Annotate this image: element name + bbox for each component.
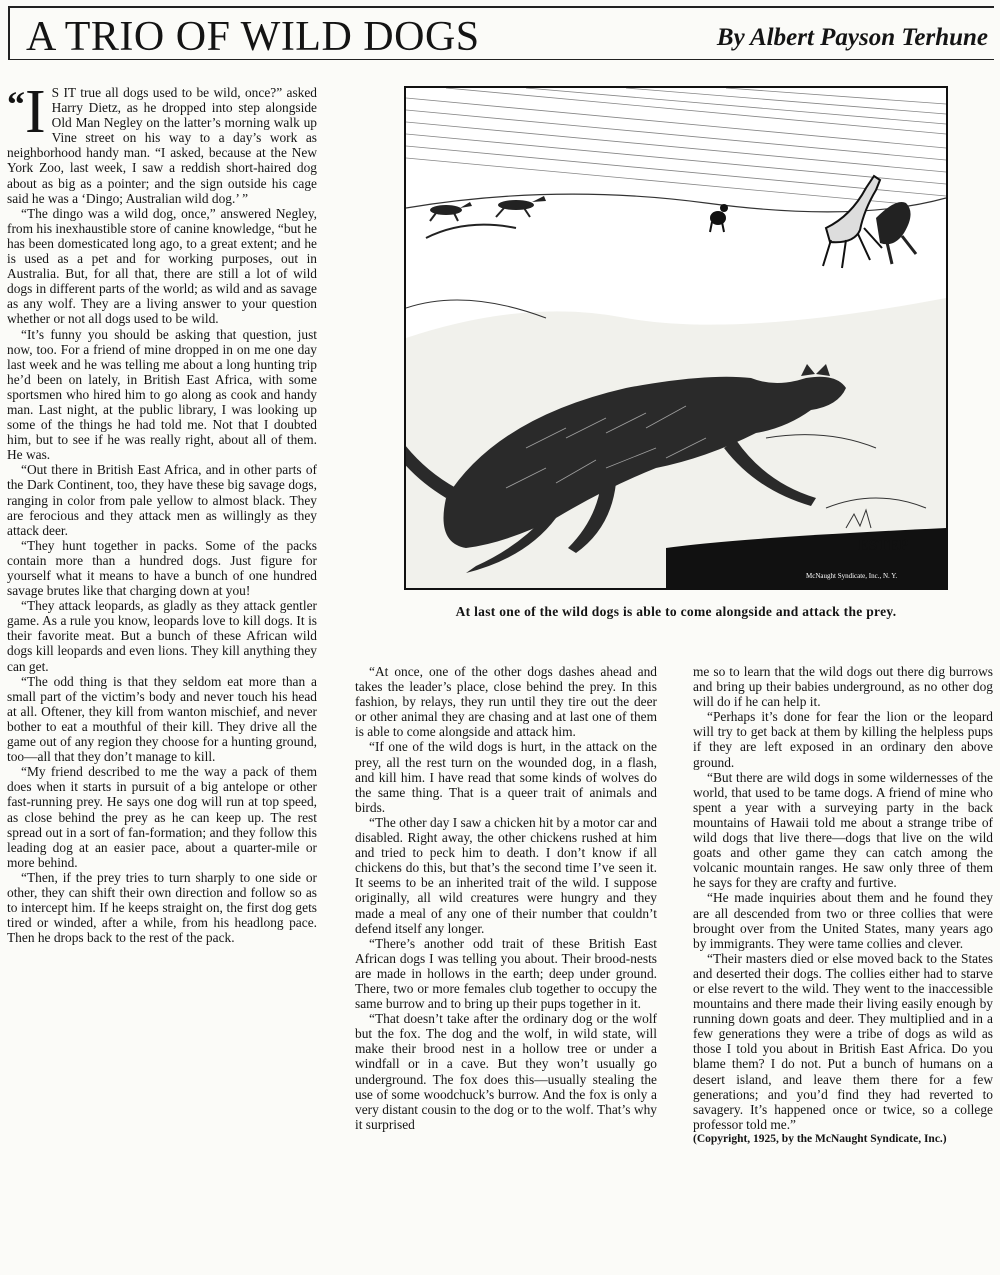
illustration-drawing — [406, 88, 946, 588]
paragraph: “My friend described to me the way a pack of them does when it starts in pursuit of a big antelope or other fast-running prey. He says one dog will run at top speed, as close behind the prey as he can keep up. The rest spread out in a sort of fan-formation; and they follow this leading dog at an easier pace, about a quarter-mile or more behind. — [7, 764, 317, 870]
paragraph: “Out there in British East Africa, and in other parts of the Dark Continent, too, they have these big savage dogs, ranging in color from pale yellow to almost black. They are ferocious and they attack men as willingly as they attack deer. — [7, 462, 317, 538]
paragraph: “Perhaps it’s done for fear the lion or the leopard will try to get back at them by killing the helpless pups if they are left exposed in an ordinary den above ground. — [693, 709, 993, 770]
attacking-dog — [876, 202, 916, 264]
distant-dog-1 — [430, 202, 472, 221]
paragraph: “He made inquiries about them and he found they are all descended from two or three collies that were brought over from the United States, many years ago by immigrants. They were tame collies and clever. — [693, 890, 993, 951]
article-column-1 — [7, 78, 317, 946]
artist-signature: ESTEP — [858, 537, 909, 554]
paragraph: “They hunt together in packs. Some of the packs contain more than a hundred dogs. Just figure for yourself what it means to have a bunch of one hundred savage brutes like that charging down at you! — [7, 537, 317, 599]
paragraph: “There’s another odd trait of these British East African dogs I was telling you about. Their brood-nests are made in hollows in the earth; deep under ground. There, two or more females club together to occupy the same burrow and to bring up their pups together in it. — [355, 935, 657, 1012]
article-title: A TRIO OF WILD DOGS — [26, 14, 480, 60]
paragraph: “The odd thing is that they seldom eat more than a small part of the victim’s body and never touch his head at all. Oftener, they kill from wanton mischief, and never bother to eat a mouthful of their kill. They drive all the game out of any region they choose for a hunting ground, too—all that they don’t manage to kill. — [7, 673, 317, 765]
article-column-3 — [693, 664, 993, 1147]
paragraph: “If one of the wild dogs is hurt, in the attack on the prey, all the rest turn on the wounded dog, in a flash, and kill him. I have read that some kinds of wolves do the same thing. That is a queer trait of animals and birds. — [355, 739, 657, 815]
paragraph: “The other day I saw a chicken hit by a motor car and disabled. Right away, the other chickens rushed at him and tried to peck him to death. I don’t know if all chickens do this, but that’s the second time I’ve seen it. It seems to be an inherited trait of the wild. I suppose originally, all wild creatures were hungry and they made a meal of any one of their number that couldn’t defend itself any longer. — [355, 814, 657, 936]
paragraph: “Their masters died or else moved back to the States and deserted their dogs. The collies either had to starve or else revert to the wild. They went to the inaccessible mountains and there made their living easily enough by running down goats and deer. They multiplied and in a few generations they were a tribe of dogs as wild as those I told you about in British East Africa. Do you blame them? I do not. Put a bunch of humans on a desert island, and leave them there for a few generations; and you’d find they had reverted to savagery. It’s happened once or twice, so a college professor told me.” — [693, 950, 993, 1132]
paragraph: “Then, if the prey tries to turn sharply to one side or other, they can shift their own direction and follow so as to intercept him. If he keeps straight on, the first dog gets tired or winded, after a while, from his headlong pace. Then he drops back to the rest of the pack. — [7, 869, 317, 946]
article-byline: By Albert Payson Terhune — [716, 24, 988, 51]
illustration-caption: At last one of the wild dogs is able to come alongside and attack the prey. — [455, 604, 897, 619]
article-header — [8, 6, 994, 60]
article-column-2 — [355, 664, 657, 1132]
paragraph: me so to learn that the wild dogs out there dig burrows and bring up their babies underground, as no other dog will do if he can help it. — [693, 664, 993, 710]
antelope-prey — [823, 176, 882, 268]
paragraph: “They attack leopards, as gladly as they attack gentler game. As a rule you know, leopards love to kill dogs. It is their favorite meat. But a bunch of these African wild dogs kill leopards and even lions. They kill anything they can get. — [7, 598, 317, 674]
first-paragraph — [7, 78, 317, 206]
paragraph: “The dingo was a wild dog, once,” answered Negley, from his inexhaustible store of canine knowledge, “but he has been domesticated long ago, to a great extent; and he is used as a pet and for working purposes, out in Australia. But, for all that, there are still a lot of wild dogs in different parts of the world; as wild and as savage as any wolf. They are a living answer to your question whether or not all dogs used to be wild. — [7, 205, 317, 327]
opening-quote: “ — [7, 84, 25, 124]
distant-dog-2 — [496, 196, 546, 217]
drop-cap: I — [25, 78, 46, 146]
header-left-rule — [8, 6, 10, 60]
wild-dogs-illustration — [404, 86, 948, 590]
syndicate-credit: McNaught Syndicate, Inc., N. Y. — [806, 572, 898, 580]
paragraph: “It’s funny you should be asking that question, just now, too. For a friend of mine dropped in on me one day last week and he was telling me about a long hunting trip he’d been on lately, in British East Africa, with some sportsmen who hired him to go along as cook and handy man. Last night, at the public library, I was looking up some of the things he had told me. Not that I doubted him, but to see if he was really right, about all of them. He was. — [7, 326, 317, 463]
paragraph: “But there are wild dogs in some wildernesses of the world, that used to be tame dogs. A friend of mine who spent a year with a surveying party in the back mountains of Hawaii told me about a strange tribe of wild dogs that live there—dogs that live on the wild goats and other game they can catch among the volcanic mountain ranges. He saw only three of them he says for they are crafty and furtive. — [693, 769, 993, 891]
paragraph: “At once, one of the other dogs dashes ahead and takes the leader’s place, close behind the prey. In this fashion, by relays, they run until they tire out the deer or other animal they are chasing and at last one of them is able to come alongside and attack him. — [355, 664, 657, 740]
distant-dog-3 — [710, 204, 728, 232]
header-top-rule — [8, 6, 994, 8]
paragraph: “That doesn’t take after the ordinary dog or the wolf but the fox. The dog and the wolf, in wild state, will make their brood nest in a hollow tree or under a windfall or in a cave. But they won’t usually go underground. The fox does this—usually stealing the use of some woodchuck’s burrow. And the fox is only a very distant cousin to the dog or to the wolf. That’s why it surprised — [355, 1011, 657, 1132]
first-paragraph-text: S IT true all dogs used to be wild, once?” asked Harry Dietz, as he dropped into step alongside Old Man Negley on the latter’s morning walk up Vine street on his way to a day’s work as neighborhood handy man. “I asked, because at the New York Zoo, last week, I saw a reddish short-haired dog about as big as a pointer; and the sign outside his cage said he was a ‘Dingo; Australian wild dog.’ ” — [7, 85, 317, 206]
copyright-notice: (Copyright, 1925, by the McNaught Syndicate, Inc.) — [693, 1132, 947, 1145]
